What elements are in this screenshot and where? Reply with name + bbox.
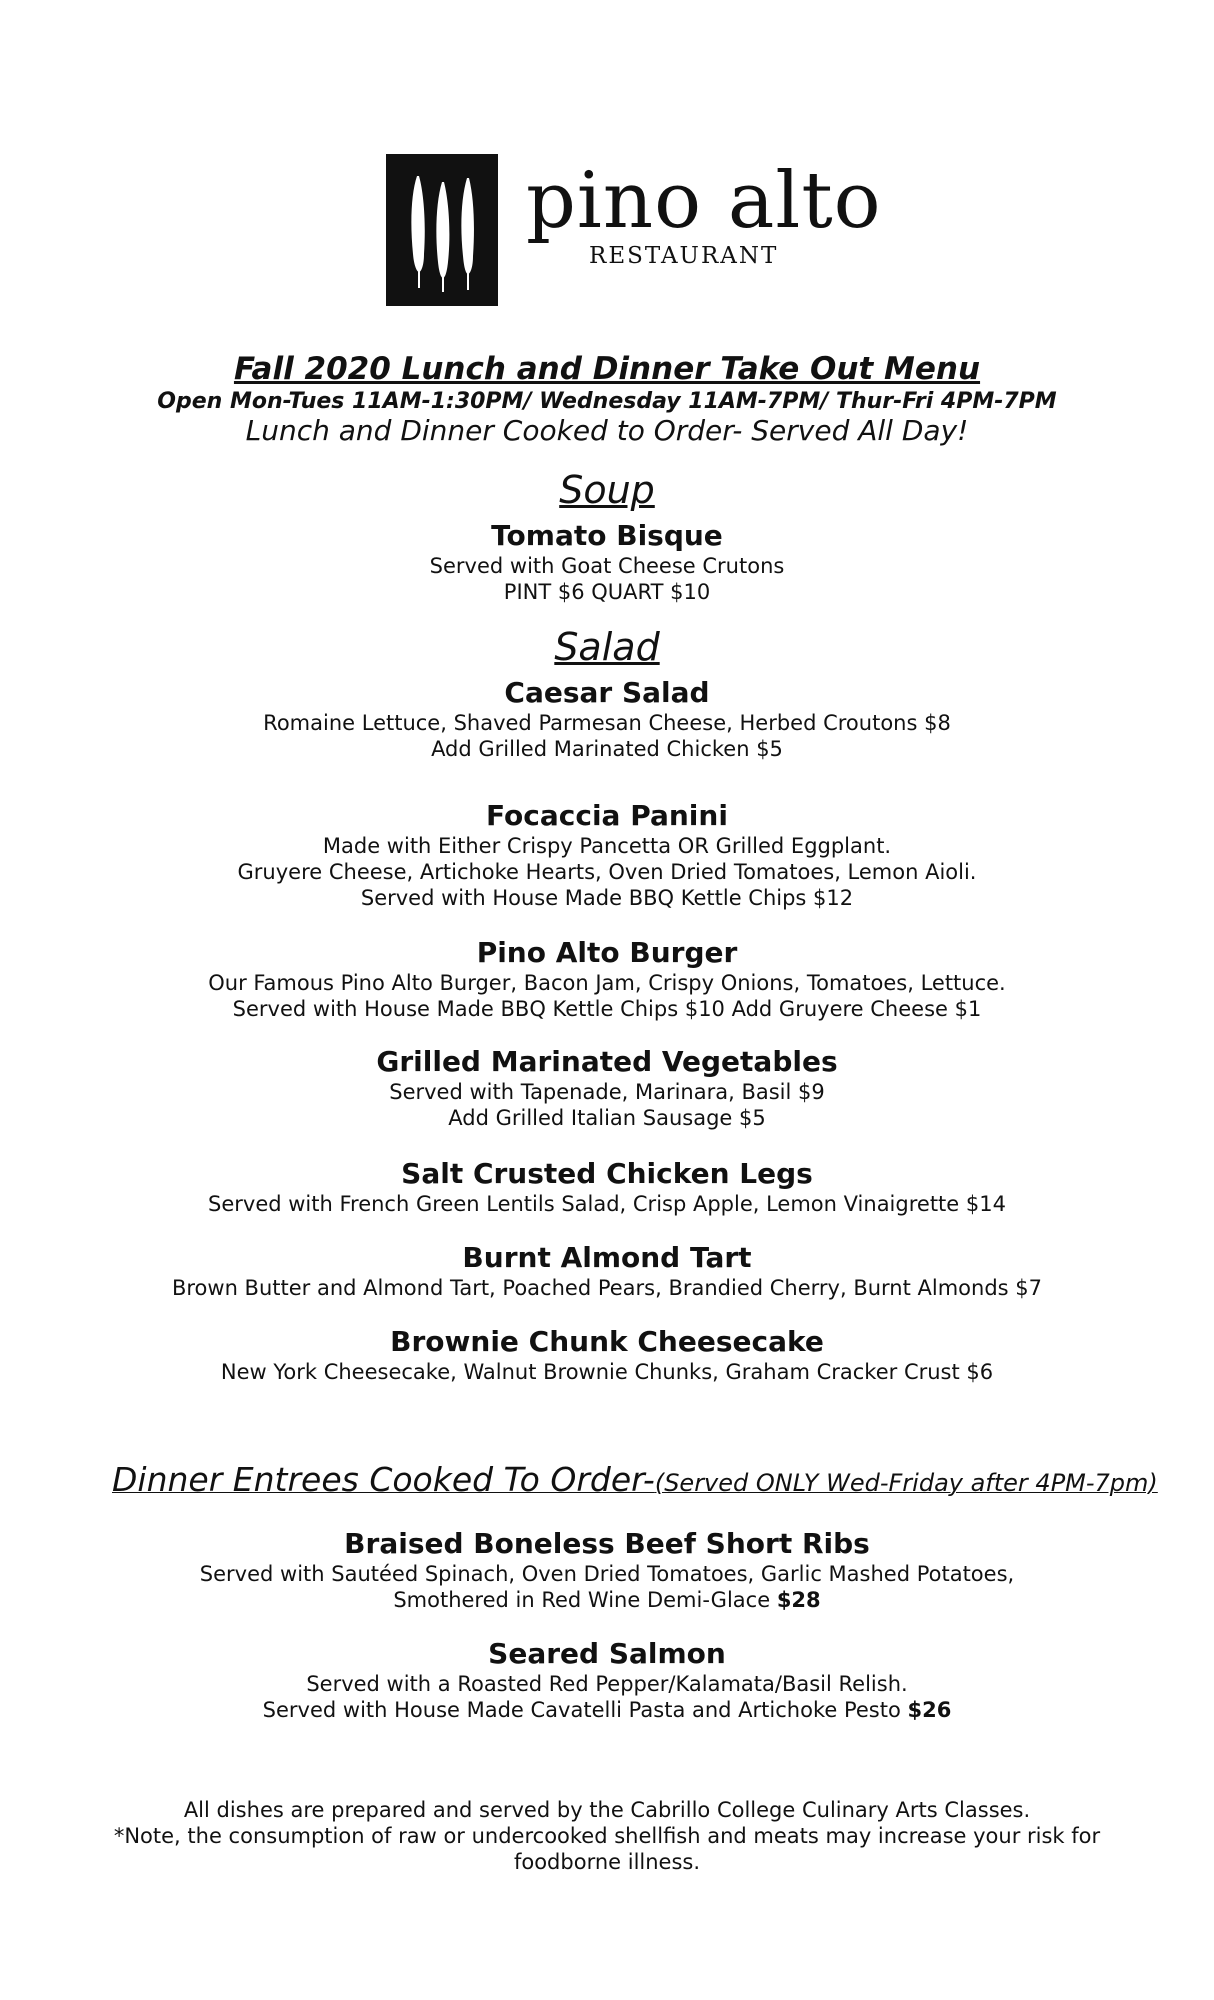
menu-item-name: Brownie Chunk Cheesecake <box>390 1325 824 1358</box>
menu-item-description: Gruyere Cheese, Artichoke Hearts, Oven Dried Tomatoes, Lemon Aioli. <box>237 860 977 884</box>
menu-item-name: Caesar Salad <box>504 676 710 709</box>
menu-item-name: Braised Boneless Beef Short Ribs <box>344 1527 870 1560</box>
cypress-trees-icon <box>386 154 498 306</box>
section-heading-soup: Soup <box>559 468 655 512</box>
menu-item-name: Pino Alto Burger <box>476 936 738 969</box>
section-heading-salad: Salad <box>554 625 660 669</box>
footer-note: All dishes are prepared and served by the Cabrillo College Culinary Arts Classes. <box>183 1798 1031 1822</box>
menu-item-description <box>0 1697 1214 1723</box>
menu-item-description <box>0 1587 1214 1613</box>
opening-hours: Open Mon-Tues 11AM-1:30PM/ Wednesday 11AM-7PM/ Thur-Fri 4PM-7PM <box>157 389 1057 414</box>
logo-name: pino alto <box>526 156 882 246</box>
menu-item-description-text: Smothered in Red Wine Demi-Glace <box>393 1588 777 1612</box>
menu-item-description: Made with Either Crispy Pancetta OR Grilled Eggplant. <box>322 834 892 858</box>
menu-title: Fall 2020 Lunch and Dinner Take Out Menu <box>233 351 981 387</box>
menu-item-description: Served with Sautéed Spinach, Oven Dried Tomatoes, Garlic Mashed Potatoes, <box>199 1562 1015 1586</box>
menu-item-description: Romaine Lettuce, Shaved Parmesan Cheese, Herbed Croutons $8 <box>263 711 951 735</box>
menu-item-description: Brown Butter and Almond Tart, Poached Pears, Brandied Cherry, Burnt Almonds $7 <box>171 1276 1043 1300</box>
dinner-heading-text: Dinner Entrees Cooked To Order- <box>112 1460 655 1499</box>
menu-tagline: Lunch and Dinner Cooked to Order- Served All Day! <box>245 414 969 447</box>
menu-item-description: Add Grilled Italian Sausage $5 <box>448 1106 766 1130</box>
menu-item-description-text: Served with House Made Cavatelli Pasta and Artichoke Pesto <box>262 1698 908 1722</box>
footer-note: foodborne illness. <box>513 1850 701 1874</box>
menu-item-description: Our Famous Pino Alto Burger, Bacon Jam, Crispy Onions, Tomatoes, Lettuce. <box>208 971 1006 995</box>
section-heading-dinner <box>112 1460 1158 1506</box>
menu-item-price: $28 <box>776 1588 821 1612</box>
menu-item-price: PINT $6 QUART $10 <box>503 580 711 604</box>
menu-item-name: Seared Salmon <box>488 1637 726 1670</box>
menu-item-description: Served with House Made BBQ Kettle Chips $10 Add Gruyere Cheese $1 <box>232 997 982 1021</box>
menu-item-description: Served with Goat Cheese Crutons <box>429 554 785 578</box>
menu-item-description: Served with French Green Lentils Salad, Crisp Apple, Lemon Vinaigrette $14 <box>208 1192 1006 1216</box>
logo-subtitle: RESTAURANT <box>589 243 779 269</box>
menu-item-description: Add Grilled Marinated Chicken $5 <box>431 737 783 761</box>
menu-item-name: Focaccia Panini <box>486 799 728 832</box>
restaurant-logo <box>386 154 882 308</box>
menu-item-description: Served with House Made BBQ Kettle Chips $12 <box>360 886 854 910</box>
menu-item-description: New York Cheesecake, Walnut Brownie Chunks, Graham Cracker Crust $6 <box>220 1360 994 1384</box>
menu-item-name: Tomato Bisque <box>491 519 723 552</box>
dinner-heading-note: (Served ONLY Wed-Friday after 4PM-7pm) <box>654 1469 1158 1497</box>
menu-item-name: Salt Crusted Chicken Legs <box>401 1157 813 1190</box>
menu-item-name: Grilled Marinated Vegetables <box>376 1045 838 1078</box>
footer-note: *Note, the consumption of raw or undercooked shellfish and meats may increase your risk for <box>113 1824 1101 1848</box>
menu-item-description: Served with Tapenade, Marinara, Basil $9 <box>389 1080 825 1104</box>
menu-item-name: Burnt Almond Tart <box>462 1241 752 1274</box>
menu-item-price: $26 <box>907 1698 952 1722</box>
menu-item-description: Served with a Roasted Red Pepper/Kalamata/Basil Relish. <box>306 1672 908 1696</box>
